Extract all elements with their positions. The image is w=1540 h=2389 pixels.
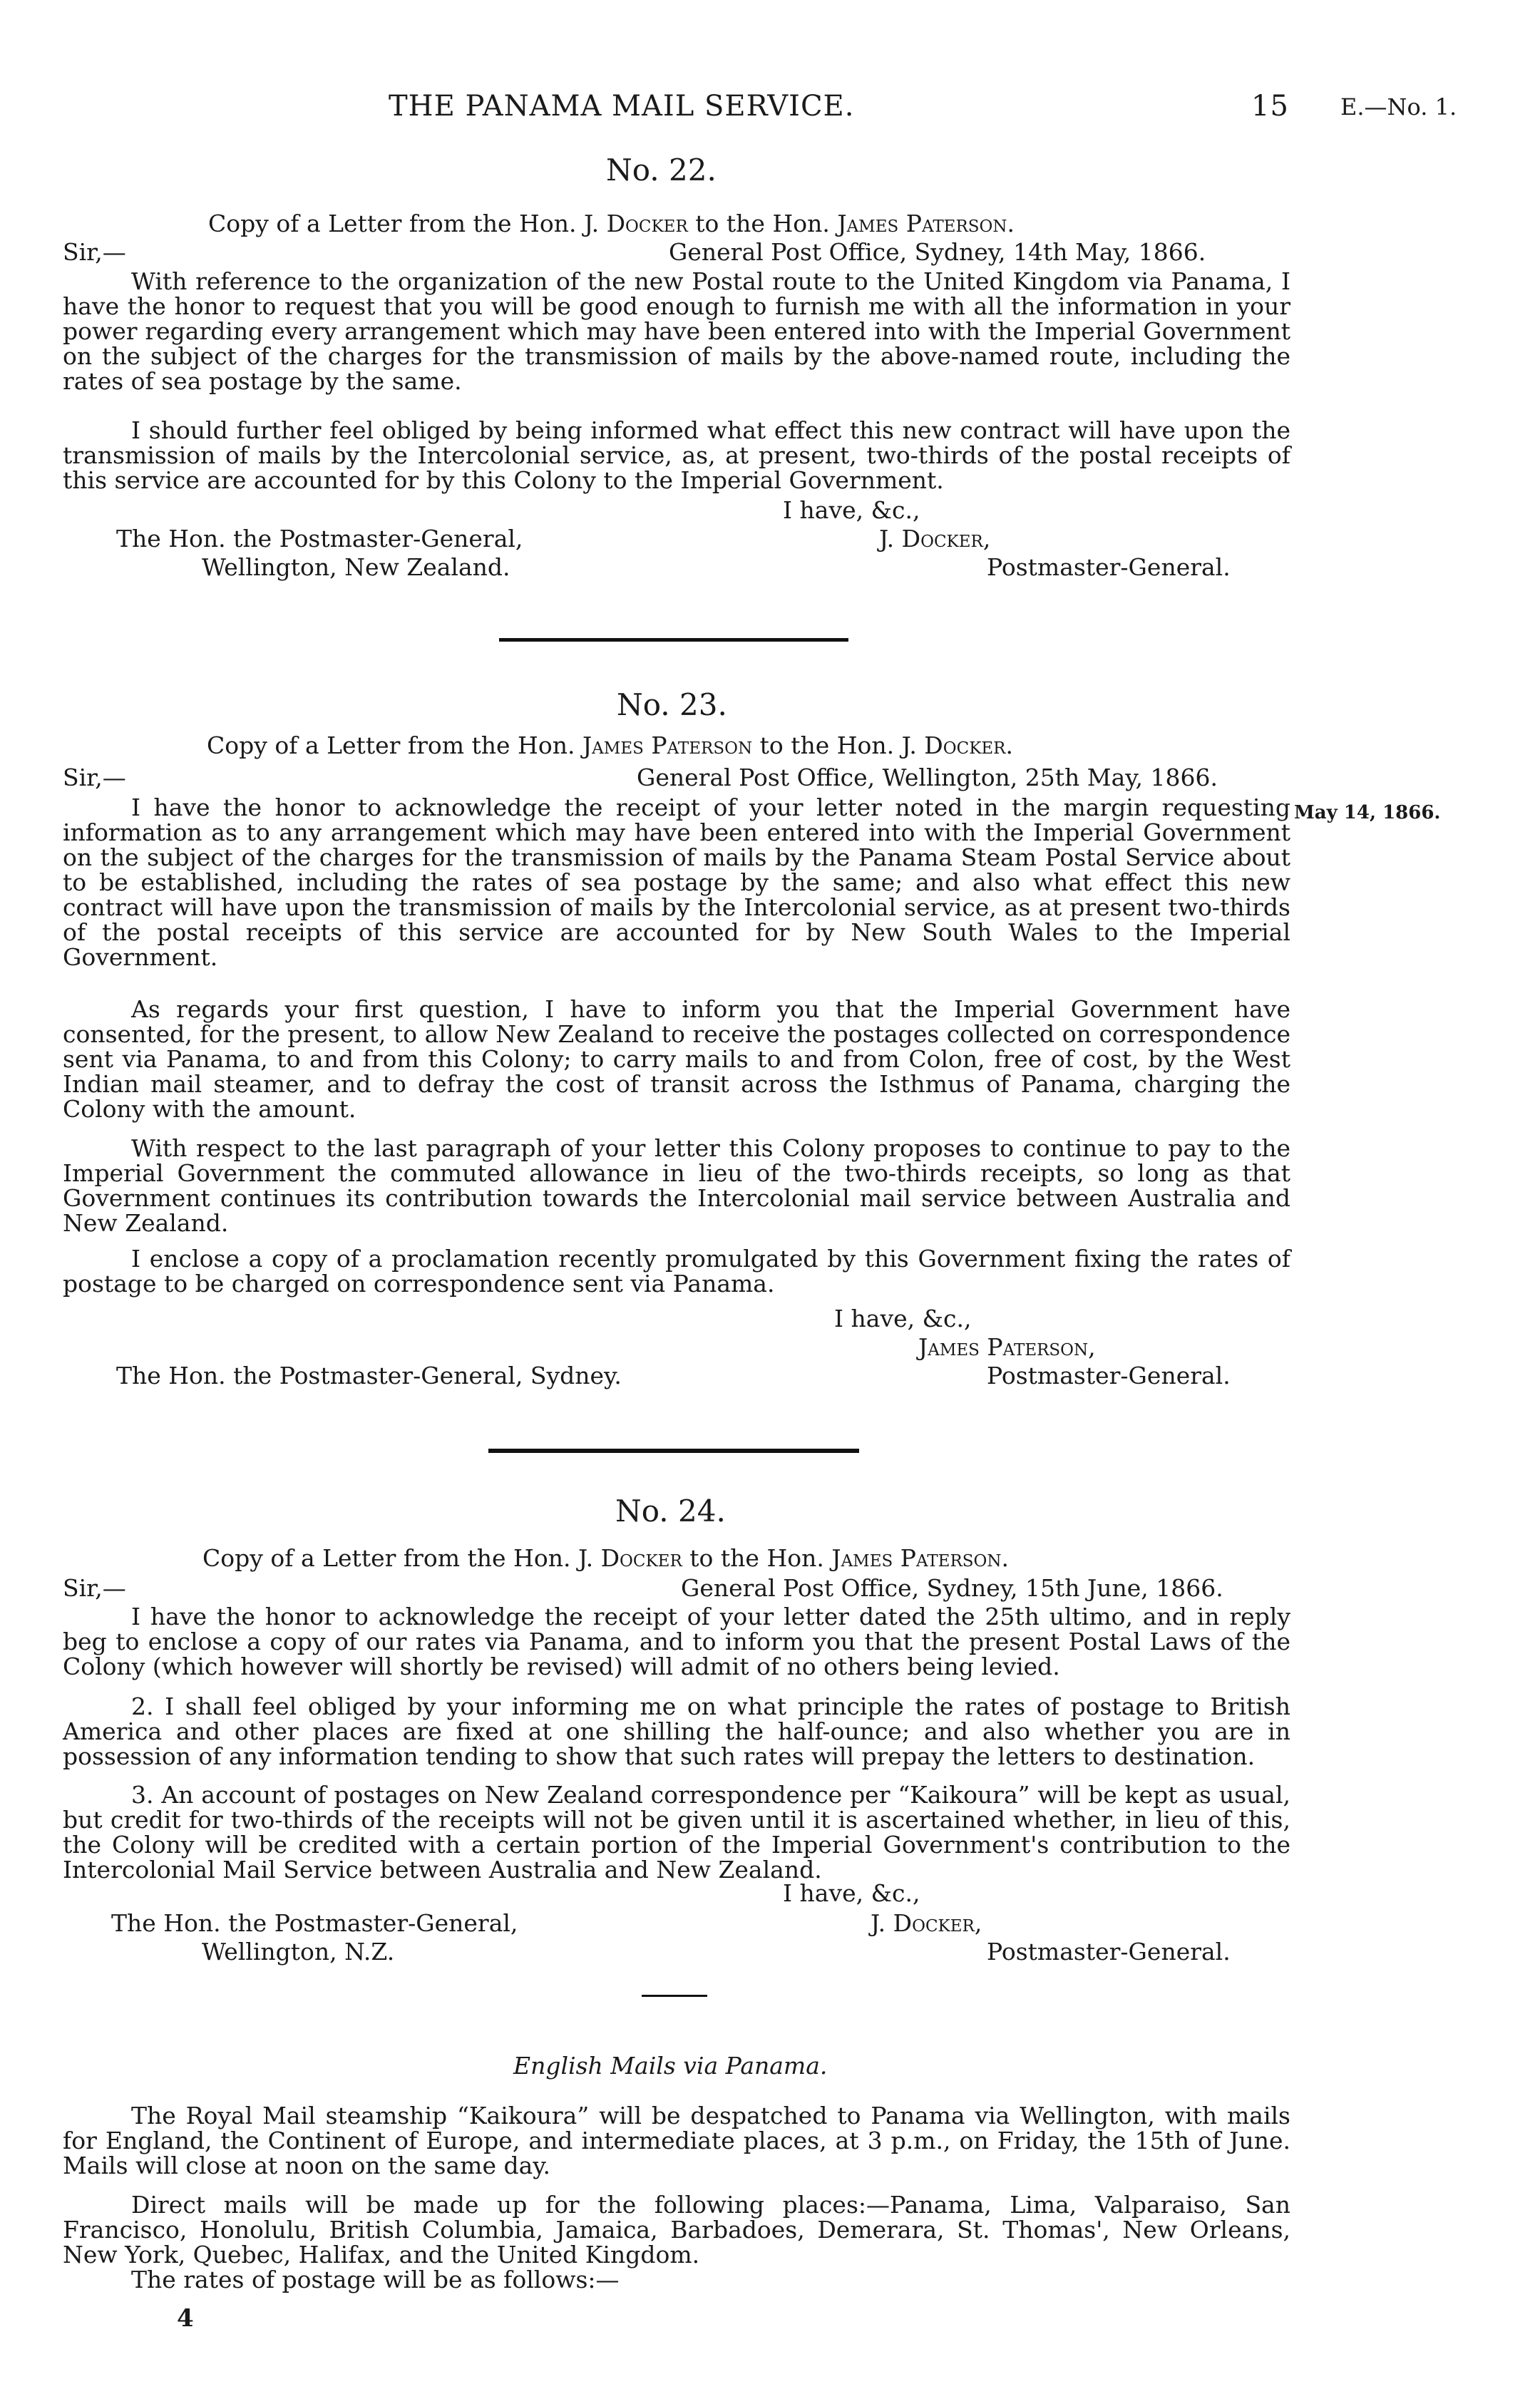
paragraph: I enclose a copy of a proclamation recently promulgated by this Government fixing the rates of postage to be charged on correspondence sent via Panama.	[63, 1245, 1290, 1298]
caption-prefix: Copy of a Letter from the Hon.	[208, 210, 577, 237]
salutation: Sir,—	[63, 1574, 126, 1602]
paragraph: As regards your first question, I have to inform you that the Imperial Government have consented, for the present, to allow New Zealand to receive the postages collected on correspondence sent via Panama, to and from this Colony; to carry mails to and from Colon, free of cost, by the West Indian mail steamer, and to defray the cost of transit across the Isthmus of Panama, charging the Colony with the amount.	[63, 995, 1290, 1123]
letter-number: No. 22.	[606, 153, 717, 187]
addressee-place: Wellington, N.Z.	[202, 1938, 395, 1966]
paragraph: The Royal Mail steamship “Kaikoura” will be despatched to Panama via Wellington, with mails for England, the Continent of Europe, and intermediate places, at 3 p.m., on Friday, the 15th of June. Mails will close at noon on the same day.	[63, 2102, 1290, 2179]
running-title: THE PANAMA MAIL SERVICE.	[389, 90, 855, 123]
closing: I have, &c.,	[783, 496, 920, 524]
paragraph: With respect to the last paragraph of your letter this Colony proposes to continue to pay to the Imperial Government the commuted allowance in lieu of the two-thirds receipts, so long as that Government continues its contribution towards the Intercolonial mail service between Australia and New Zealand.	[63, 1134, 1290, 1237]
letter-caption: Copy of a Letter from the Hon. James Paterson to the Hon. J. Docker.	[207, 731, 1014, 759]
addressee: The Hon. the Postmaster-General,	[111, 1909, 518, 1937]
caption-to: J. Docker	[901, 731, 1006, 759]
caption-middle: to the Hon.	[689, 1544, 824, 1572]
paragraph: I have the honor to acknowledge the receipt of your letter dated the 25th ultimo, and in reply beg to enclose a copy of our rates via Panama, and to inform you that the present Postal Laws of the Colony (which however will shortly be revised) will admit of no others being levied.	[63, 1603, 1290, 1680]
series-number: E.—No. 1.	[1340, 93, 1457, 120]
letter-number: No. 24.	[615, 1494, 726, 1529]
dateline: General Post Office, Wellington, 25th May, 1866.	[637, 764, 1218, 791]
signature: J. Docker,	[871, 1909, 982, 1937]
caption-prefix: Copy of a Letter from the Hon.	[207, 731, 575, 759]
caption-middle: to the Hon.	[695, 210, 830, 237]
paragraph: I have the honor to acknowledge the receipt of your letter noted in the margin requesting information as to any arrangement which may have been entered into with the Imperial Government on the subject of the charges for the transmission of mails by the Panama Steam Postal Service about to be established, including the rates of sea postage by the same; and also what effect this new contract will have upon the transmission of mails by the Intercolonial service, as at present two-thirds of the postal receipts of this service are accounted for by New South Wales to the Imperial Government.	[63, 793, 1290, 971]
section-rule	[488, 1449, 859, 1453]
signature: J. Docker,	[879, 525, 991, 553]
closing: I have, &c.,	[834, 1305, 972, 1332]
caption-from: James Paterson	[582, 731, 753, 759]
paragraph: 2. I shall feel obliged by your informing me on what principle the rates of postage to British America and other places are fixed at one shilling the half-ounce; and also whether you are in possession of any information tending to show that such rates will prepay the letters to destination.	[63, 1692, 1290, 1770]
signature-title: Postmaster-General.	[987, 1362, 1231, 1389]
paragraph: 3. An account of postages on New Zealand correspondence per “Kaikoura” will be kept as usual, but credit for two-thirds of the receipts will not be given until it is ascertained whether, in lieu of this, the Colony will be credited with a certain portion of the Imperial Government's contribution to the Intercolonial Mail Service between Australia and New Zealand.	[63, 1781, 1290, 1884]
caption-to: James Paterson	[837, 210, 1007, 237]
signature-mark: 4	[177, 2304, 194, 2333]
margin-note: May 14, 1866.	[1294, 802, 1441, 823]
signature: James Paterson,	[918, 1333, 1096, 1361]
signature-title: Postmaster-General.	[987, 553, 1231, 581]
addressee-place: Wellington, New Zealand.	[202, 553, 510, 581]
signature-title: Postmaster-General.	[987, 1938, 1231, 1966]
letter-number: No. 23.	[617, 687, 727, 722]
dateline: General Post Office, Sydney, 14th May, 1866.	[669, 238, 1206, 266]
caption-to: James Paterson	[831, 1544, 1002, 1572]
letter-caption: Copy of a Letter from the Hon. J. Docker to the Hon. James Paterson.	[202, 1544, 1010, 1572]
paragraph: The rates of postage will be as follows:—	[131, 2266, 620, 2293]
paragraph: With reference to the organization of the new Postal route to the United Kingdom via Panama, I have the honor to request that you will be good enough to furnish me with all the information in your power regarding every arrangement which may have been entered into with the Imperial Government on the subject of the charges for the transmission of mails by the above-named route, including the rates of sea postage by the same.	[63, 267, 1290, 395]
page-number: 15	[1251, 90, 1289, 123]
section-rule-short	[642, 1995, 707, 1997]
section-rule	[499, 638, 848, 642]
addressee: The Hon. the Postmaster-General, Sydney.	[116, 1362, 622, 1389]
dateline: General Post Office, Sydney, 15th June, 1866.	[681, 1574, 1223, 1602]
addressee: The Hon. the Postmaster-General,	[116, 525, 523, 553]
caption-from: J. Docker	[583, 210, 688, 237]
closing: I have, &c.,	[783, 1879, 920, 1907]
paragraph: I should further feel obliged by being informed what effect this new contract will have upon the transmission of mails by the Intercolonial service, as, at present, two-thirds of the postal receipts of this service are accounted for by this Colony to the Imperial Government.	[63, 416, 1290, 494]
salutation: Sir,—	[63, 238, 126, 266]
caption-middle: to the Hon.	[759, 731, 895, 759]
enclosure-heading: English Mails via Panama.	[513, 2052, 828, 2080]
salutation: Sir,—	[63, 764, 126, 791]
paragraph: Direct mails will be made up for the following places:—Panama, Lima, Valparaiso, San Francisco, Honolulu, British Columbia, Jamaica, Barbadoes, Demerara, St. Thomas', New Orleans, New York, Quebec, Halifax, and the United Kingdom.	[63, 2191, 1290, 2269]
caption-from: J. Docker	[578, 1544, 682, 1572]
caption-prefix: Copy of a Letter from the Hon.	[202, 1544, 571, 1572]
letter-caption: Copy of a Letter from the Hon. J. Docker to the Hon. James Paterson.	[208, 210, 1015, 237]
